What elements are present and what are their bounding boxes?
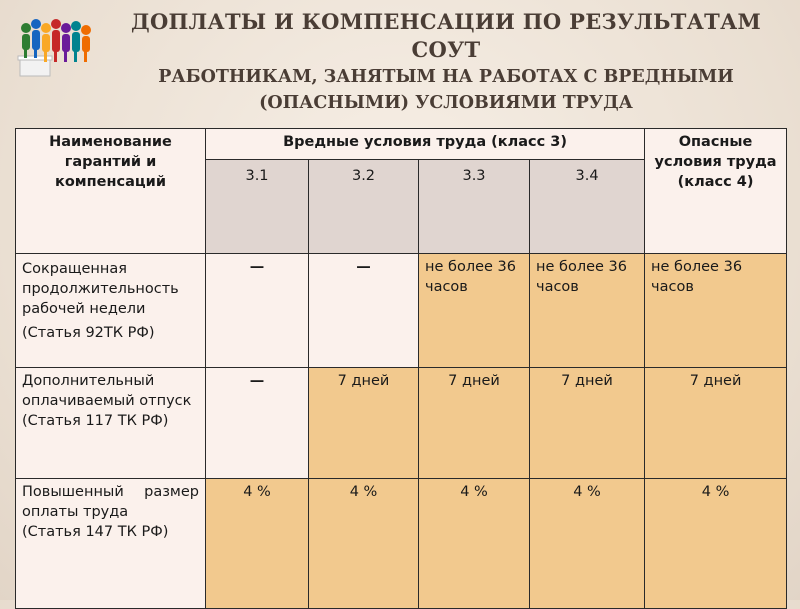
cell-3-4: 4 % xyxy=(530,479,645,609)
cell-3-4: не более 36 часов xyxy=(530,254,645,368)
cell-3-2: — xyxy=(309,254,419,368)
header-subclass-3-2: 3.2 xyxy=(309,160,419,254)
cell-3-3: 4 % xyxy=(419,479,530,609)
header-subclass-3-3: 3.3 xyxy=(419,160,530,254)
header-subclass-3-4: 3.4 xyxy=(530,160,645,254)
cell-3-1: — xyxy=(206,254,309,368)
header-subclass-3-1: 3.1 xyxy=(206,160,309,254)
row-label xyxy=(16,254,206,368)
row-name: Сокращенная продолжительность рабочей недели xyxy=(22,261,179,317)
table-row xyxy=(16,479,787,609)
cell-3-3: не более 36 часов xyxy=(419,254,530,368)
header-dangerous: Опасные условия труда (класс 4) xyxy=(645,129,787,254)
row-label xyxy=(16,479,206,609)
row-article: (Статья 92ТК РФ) xyxy=(22,325,155,341)
cell-3-2: 7 дней xyxy=(309,368,419,479)
cell-4: 7 дней xyxy=(645,368,787,479)
page-title xyxy=(96,8,796,116)
header-harmful-group: Вредные условия труда (класс 3) xyxy=(206,129,645,160)
row-label xyxy=(16,368,206,479)
title-line-3: (ОПАСНЫМИ) УСЛОВИЯМИ ТРУДА xyxy=(259,93,633,113)
table-row xyxy=(16,254,787,368)
cell-3-1: — xyxy=(206,368,309,479)
people-group-icon xyxy=(16,14,98,80)
cell-3-2: 4 % xyxy=(309,479,419,609)
title-line-2: РАБОТНИКАМ, ЗАНЯТЫМ НА РАБОТАХ С ВРЕДНЫМИ xyxy=(158,67,734,87)
row-name: Повышенный размер оплаты труда xyxy=(22,484,199,520)
row-article: (Статья 117 ТК РФ) xyxy=(22,413,169,429)
cell-4: не более 36 часов xyxy=(645,254,787,368)
row-article: (Статья 147 ТК РФ) xyxy=(22,524,169,540)
header-name-column: Наименование гарантий и компенсаций xyxy=(16,129,206,254)
compensation-table xyxy=(15,128,787,609)
cell-4: 4 % xyxy=(645,479,787,609)
cell-3-1: 4 % xyxy=(206,479,309,609)
row-name: Дополнительный оплачиваемый отпуск xyxy=(22,373,192,409)
cell-3-4: 7 дней xyxy=(530,368,645,479)
title-line-1: ДОПЛАТЫ И КОМПЕНСАЦИИ ПО РЕЗУЛЬТАТАМ СОУТ xyxy=(130,9,762,62)
table-row xyxy=(16,368,787,479)
cell-3-3: 7 дней xyxy=(419,368,530,479)
